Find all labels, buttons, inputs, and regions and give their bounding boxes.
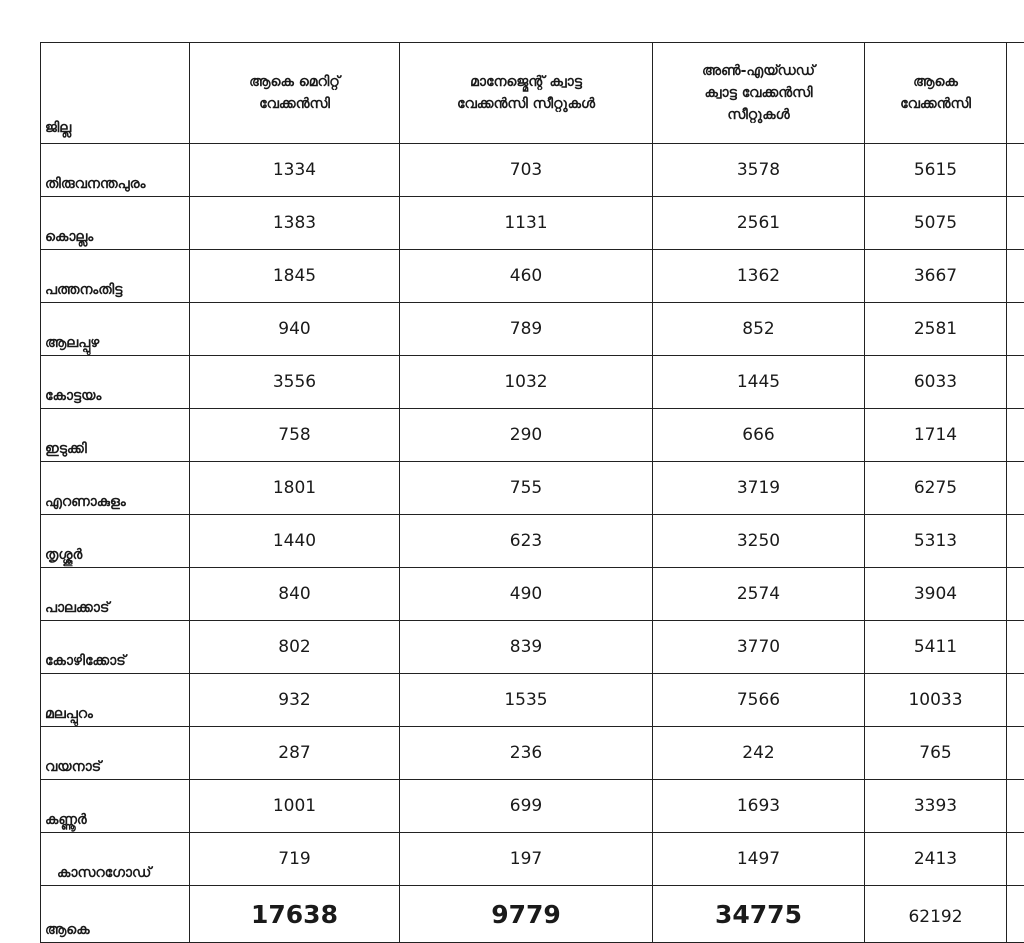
table-row [41,515,1024,568]
cropped-cell [1007,144,1024,197]
management-cell: 1535 [400,674,653,727]
unaided-cell: 852 [653,303,865,356]
header-total-vacancy [865,43,1007,144]
cropped-cell [1007,303,1024,356]
district-cell: പാലക്കാട് [41,568,190,621]
table-row [41,197,1024,250]
merit-cell: 1334 [190,144,400,197]
header-unaided-line-2: ക്വാട്ട വേക്കൻസി [653,82,864,104]
district-cell: കോട്ടയം [41,356,190,409]
management-cell: 623 [400,515,653,568]
total-vacancy-cell: 62192 [865,886,1007,943]
cropped-cell [1007,886,1024,943]
unaided-cell: 1362 [653,250,865,303]
total-cell: 1714 [865,409,1007,462]
district-cell: എറണാകുളം [41,462,190,515]
vacancy-table-container [40,42,1024,943]
merit-cell: 1001 [190,780,400,833]
cropped-cell [1007,409,1024,462]
management-cell: 197 [400,833,653,886]
header-cropped-column [1007,43,1024,144]
total-cell: 6033 [865,356,1007,409]
management-cell: 460 [400,250,653,303]
merit-cell: 932 [190,674,400,727]
management-cell: 789 [400,303,653,356]
total-cell: 2581 [865,303,1007,356]
table-row [41,462,1024,515]
total-cell: 10033 [865,674,1007,727]
merit-cell: 287 [190,727,400,780]
total-cell: 3393 [865,780,1007,833]
total-management-cell: 9779 [400,886,653,943]
unaided-cell: 666 [653,409,865,462]
table-row [41,250,1024,303]
district-cell: തൃശ്ശൂർ [41,515,190,568]
total-cell: 5075 [865,197,1007,250]
unaided-cell: 1693 [653,780,865,833]
district-cell: മലപ്പുറം [41,674,190,727]
total-cell: 6275 [865,462,1007,515]
header-district: ജില്ല [41,43,190,144]
table-row [41,568,1024,621]
table-row [41,727,1024,780]
header-management-line-1: മാനേജ്മെന്റ് ക്വാട്ട [400,71,652,93]
unaided-cell: 3770 [653,621,865,674]
district-cell: ആലപ്പുഴ [41,303,190,356]
district-cell: കണ്ണൂർ [41,780,190,833]
district-cell: കോഴിക്കോട് [41,621,190,674]
management-cell: 1131 [400,197,653,250]
header-unaided-line-3: സീറ്റുകൾ [653,104,864,126]
merit-cell: 802 [190,621,400,674]
cropped-cell [1007,674,1024,727]
management-cell: 490 [400,568,653,621]
unaided-cell: 1445 [653,356,865,409]
total-cell: 765 [865,727,1007,780]
cropped-cell [1007,780,1024,833]
header-total-line-2: വേക്കൻസി [865,93,1006,115]
header-row [41,43,1024,144]
merit-cell: 840 [190,568,400,621]
merit-cell: 3556 [190,356,400,409]
table-row [41,144,1024,197]
management-cell: 1032 [400,356,653,409]
header-unaided-line-1: അൺ-എയ്ഡഡ് [653,60,864,82]
table-row [41,833,1024,886]
header-management-line-2: വേക്കൻസി സീറ്റുകൾ [400,93,652,115]
total-row [41,886,1024,943]
unaided-cell: 3719 [653,462,865,515]
merit-cell: 1383 [190,197,400,250]
unaided-cell: 2561 [653,197,865,250]
unaided-cell: 242 [653,727,865,780]
management-cell: 703 [400,144,653,197]
header-merit-line-1: ആകെ മെറിറ്റ് [190,71,399,93]
unaided-cell: 7566 [653,674,865,727]
table-row [41,780,1024,833]
merit-cell: 1440 [190,515,400,568]
merit-cell: 940 [190,303,400,356]
header-unaided-quota [653,43,865,144]
district-cell: ഇടുക്കി [41,409,190,462]
header-total-line-1: ആകെ [865,71,1006,93]
total-cell: 3904 [865,568,1007,621]
header-merit-vacancy [190,43,400,144]
district-cell: പത്തനംതിട്ട [41,250,190,303]
total-cell: 3667 [865,250,1007,303]
management-cell: 755 [400,462,653,515]
table-row [41,621,1024,674]
header-management-quota [400,43,653,144]
unaided-cell: 2574 [653,568,865,621]
management-cell: 236 [400,727,653,780]
table-row [41,674,1024,727]
district-cell: തിരുവനന്തപുരം [41,144,190,197]
vacancy-table [40,42,1024,943]
merit-cell: 1845 [190,250,400,303]
management-cell: 290 [400,409,653,462]
district-cell: കാസറഗോഡ് [41,833,190,886]
total-cell: 5615 [865,144,1007,197]
merit-cell: 758 [190,409,400,462]
unaided-cell: 3578 [653,144,865,197]
cropped-cell [1007,250,1024,303]
unaided-cell: 3250 [653,515,865,568]
total-label: ആകെ [41,886,190,943]
merit-cell: 1801 [190,462,400,515]
cropped-cell [1007,621,1024,674]
total-unaided-cell: 34775 [653,886,865,943]
cropped-cell [1007,568,1024,621]
total-cell: 5313 [865,515,1007,568]
district-cell: കൊല്ലം [41,197,190,250]
total-merit-cell: 17638 [190,886,400,943]
cropped-cell [1007,833,1024,886]
unaided-cell: 1497 [653,833,865,886]
merit-cell: 719 [190,833,400,886]
table-row [41,409,1024,462]
table-row [41,303,1024,356]
cropped-cell [1007,727,1024,780]
cropped-cell [1007,197,1024,250]
cropped-cell [1007,356,1024,409]
header-merit-line-2: വേക്കൻസി [190,93,399,115]
cropped-cell [1007,462,1024,515]
total-cell: 2413 [865,833,1007,886]
table-body [41,144,1024,943]
management-cell: 839 [400,621,653,674]
cropped-cell [1007,515,1024,568]
total-cell: 5411 [865,621,1007,674]
district-cell: വയനാട് [41,727,190,780]
table-row [41,356,1024,409]
management-cell: 699 [400,780,653,833]
